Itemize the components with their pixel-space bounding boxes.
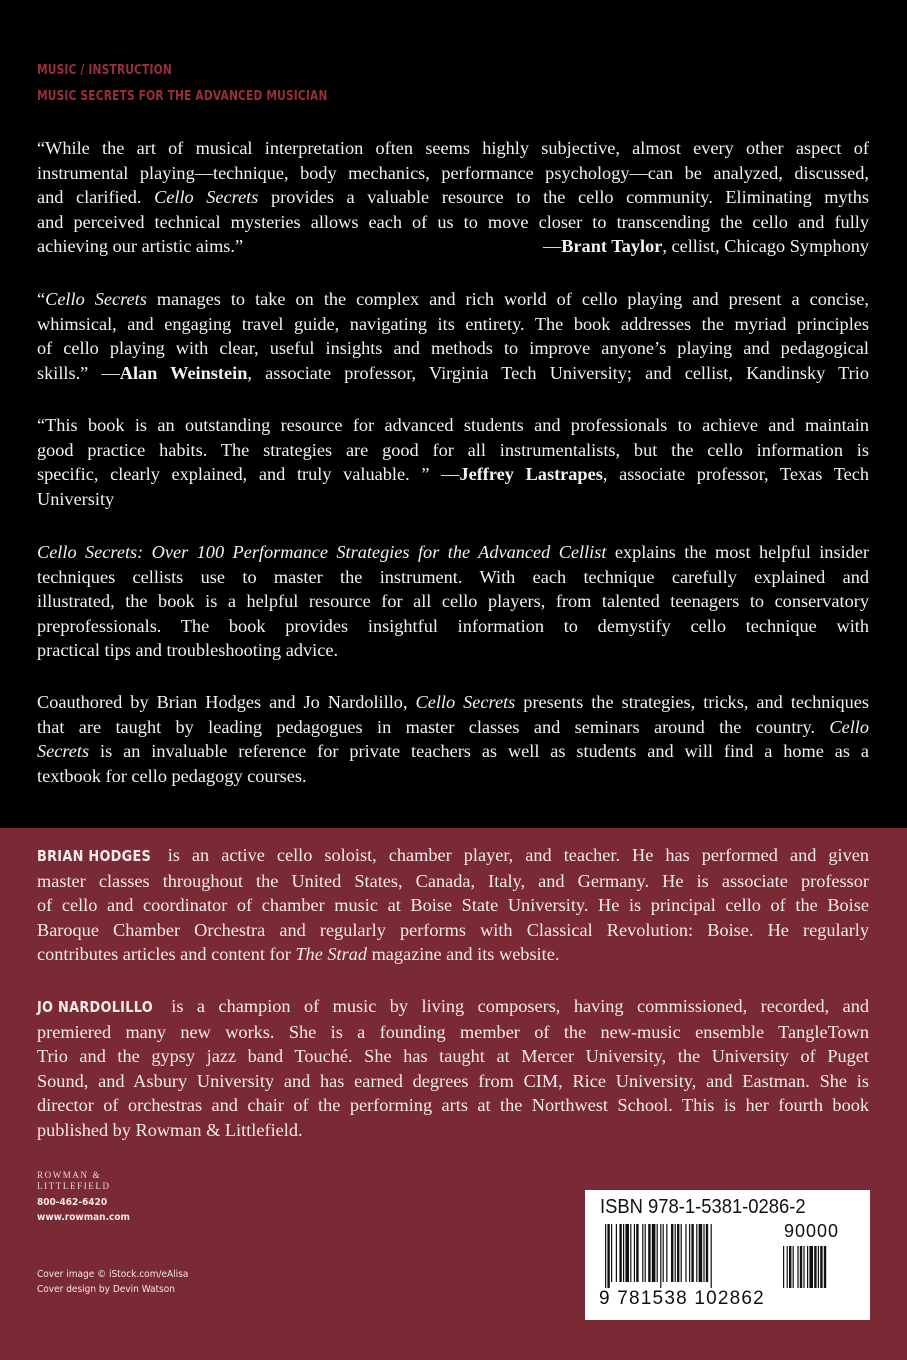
category-label: MUSIC / INSTRUCTION (37, 63, 172, 78)
isbn-barcode (585, 1190, 870, 1320)
series-label: MUSIC SECRETS FOR THE ADVANCED MUSICIAN (37, 89, 328, 104)
barcode-bar (619, 1224, 621, 1282)
quote-author-name: Alan Weinstein (119, 362, 248, 383)
quote-line: and perceived technical mysteries allows each of us to move closer to transcending the cello and fully (37, 211, 869, 232)
quote-line: “Cello Secrets manages to take on the complex and rich world of cello playing and present a concise, (37, 289, 869, 309)
barcode-bar (691, 1224, 693, 1282)
barcode-bar (703, 1224, 704, 1282)
coauthor-description (37, 690, 869, 788)
barcode-bar (706, 1224, 708, 1282)
addon-bar (807, 1246, 808, 1288)
description-line: Secrets is an invaluable reference for private teachers as well as students and will find a home as a (37, 741, 869, 762)
description-line: preprofessionals. The book provides insightful information to demystify cello technique with (37, 615, 869, 636)
addon-bar (814, 1246, 816, 1288)
quote-line: good practice habits. The strategies are good for all instrumentalists, but the cello information is (37, 439, 869, 460)
barcode-bar (625, 1224, 629, 1282)
barcode-bar (681, 1224, 682, 1282)
barcode-bar (642, 1224, 643, 1282)
quote-alan-weinstein (37, 287, 869, 385)
barcode-bar (663, 1224, 664, 1282)
barcode-bar (657, 1224, 658, 1282)
barcode-bar (677, 1224, 679, 1282)
quote-line: “While the art of musical interpretation often seems highly subjective, almost every other aspect of (37, 138, 869, 158)
quote-line: instrumental playing—technique, body mechanics, performance psychology—can be analyzed, discussed, (37, 162, 869, 183)
quote-author-name: Brant Taylor (561, 236, 663, 257)
barcode-bar (648, 1224, 650, 1282)
bio-line: master classes throughout the United States, Canada, Italy, and Germany. He is associate professor (37, 870, 869, 891)
bio-jo-nardolillo (37, 994, 869, 1143)
barcode-bar (696, 1224, 697, 1282)
bio-line: Sound, and Asbury University and has earned degrees from CIM, Rice University, and Eastman. She is (37, 1070, 869, 1091)
cover-image-credit: Cover image © iStock.com/eAlisa (37, 1269, 189, 1280)
barcode-bar (675, 1224, 676, 1282)
description-line: textbook for cello pedagogy courses. (37, 765, 307, 786)
quote-jeffrey-lastrapes (37, 413, 869, 511)
addon-bar (803, 1246, 804, 1288)
author-name: BRIAN HODGES (37, 847, 152, 865)
quote-brant-taylor (37, 136, 869, 259)
quote-attribution-line: skills.” —Alan Weinstein, associate professor, Virginia Tech University; and cellist, Kandinsky Trio (37, 362, 869, 383)
barcode-bar (623, 1224, 624, 1282)
bio-line: Baroque Chamber Orchestra and regularly performs with Classical Revolution: Boise. He regularly (37, 919, 869, 940)
bio-line: premiered many new works. She is a founding member of the new-music ensemble TangleTown (37, 1021, 869, 1042)
bio-brian-hodges (37, 843, 869, 967)
isbn-label: ISBN 978-1-5381-0286-2 (600, 1196, 806, 1218)
quote-line: and clarified. Cello Secrets provides a valuable resource to the cello community. Eliminating myths (37, 187, 869, 208)
barcode-bar (699, 1224, 703, 1282)
description-line: Cello Secrets: Over 100 Performance Strategies for the Advanced Cellist explains the most helpful insider (37, 542, 869, 562)
quote-attribution-line: specific, clearly explained, and truly valuable. ” —Jeffrey Lastrapes, associate professor, Texas Tech (37, 464, 869, 485)
quote-line: “This book is an outstanding resource for advanced students and professionals to achieve and maintain (37, 415, 869, 435)
description-line: that are taught by leading pedagogues in master classes and seminars around the country. Cello (37, 716, 869, 737)
quote-line: of cello playing with clear, useful insights and methods to improve anyone’s playing and pedagogical (37, 338, 869, 359)
publisher-phone: 800-462-6420 (37, 1197, 108, 1208)
barcode-bar (634, 1224, 635, 1282)
addon-bar (824, 1246, 826, 1288)
addon-bar (789, 1246, 791, 1288)
bio-line: contributes articles and content for The Strad magazine and its website. (37, 944, 560, 965)
description-line: Coauthored by Brian Hodges and Jo Nardolillo, Cello Secrets presents the strategies, tricks, and techniques (37, 692, 869, 712)
description-line: illustrated, the book is a helpful resource for all cello players, from talented teenagers to conservatory (37, 591, 869, 612)
addon-bar (787, 1246, 788, 1288)
publisher-website: www.rowman.com (37, 1212, 130, 1223)
barcode-bar (611, 1224, 612, 1282)
barcode-bar (711, 1224, 712, 1288)
barcode-bar (636, 1224, 638, 1282)
price-code: 90000 (784, 1221, 840, 1241)
quote-attribution-line: achieving our artistic aims.” —Brant Taylor, cellist, Chicago Symphony (37, 236, 869, 257)
barcode-bar (671, 1224, 673, 1282)
barcode-bar (689, 1224, 690, 1282)
barcode-bar (616, 1224, 617, 1282)
description-line: techniques cellists use to master the instrument. With each technique carefully explained and (37, 566, 869, 587)
barcode-bar (652, 1224, 656, 1282)
book-description (37, 540, 869, 663)
barcode-bars (597, 1224, 859, 1290)
barcode-bar (660, 1224, 661, 1288)
addon-bar (800, 1246, 802, 1288)
description-line: practical tips and troubleshooting advice. (37, 640, 339, 661)
addon-bar (797, 1246, 798, 1288)
bio-line: of cello and coordinator of chamber music at Boise State University. He is principal cello of the Boise (37, 895, 869, 916)
addon-bar (820, 1246, 822, 1288)
author-name: JO NARDOLILLO (37, 998, 153, 1016)
quote-line: University (37, 488, 115, 509)
bio-line: Trio and the gypsy jazz band Touché. She has taught at Mercer University, the University of Puget (37, 1046, 869, 1067)
barcode-bar (630, 1224, 631, 1282)
addon-bar (818, 1246, 819, 1288)
bio-line: BRIAN HODGES is an active cello soloist, chamber player, and teacher. He has performed and given (37, 843, 869, 869)
bio-line: JO NARDOLILLO is a champion of music by living composers, having commissioned, recorded, and (37, 994, 869, 1020)
barcode-bar (607, 1224, 609, 1288)
addon-bar (793, 1246, 794, 1288)
quote-author-name: Jeffrey Lastrapes (459, 464, 603, 485)
quote-line: whimsical, and engaging travel guide, navigating its entirety. The book addresses the myriad principles (37, 313, 869, 334)
publisher-logo: ROWMAN & LITTLEFIELD (37, 1170, 111, 1191)
barcode-digits: 9 781538 102862 (599, 1288, 765, 1309)
cover-design-credit: Cover design by Devin Watson (37, 1284, 175, 1295)
bio-line: director of orchestras and chair of the performing arts at the Northwest School. This is her fourth book (37, 1095, 869, 1116)
addon-bar (783, 1246, 784, 1288)
barcode-bar (605, 1224, 606, 1288)
barcode-bar (666, 1224, 667, 1282)
addon-bar (809, 1246, 813, 1288)
bio-line: published by Rowman & Littlefield. (37, 1119, 303, 1140)
barcode-bar (685, 1224, 686, 1282)
barcode-bar (645, 1224, 646, 1282)
